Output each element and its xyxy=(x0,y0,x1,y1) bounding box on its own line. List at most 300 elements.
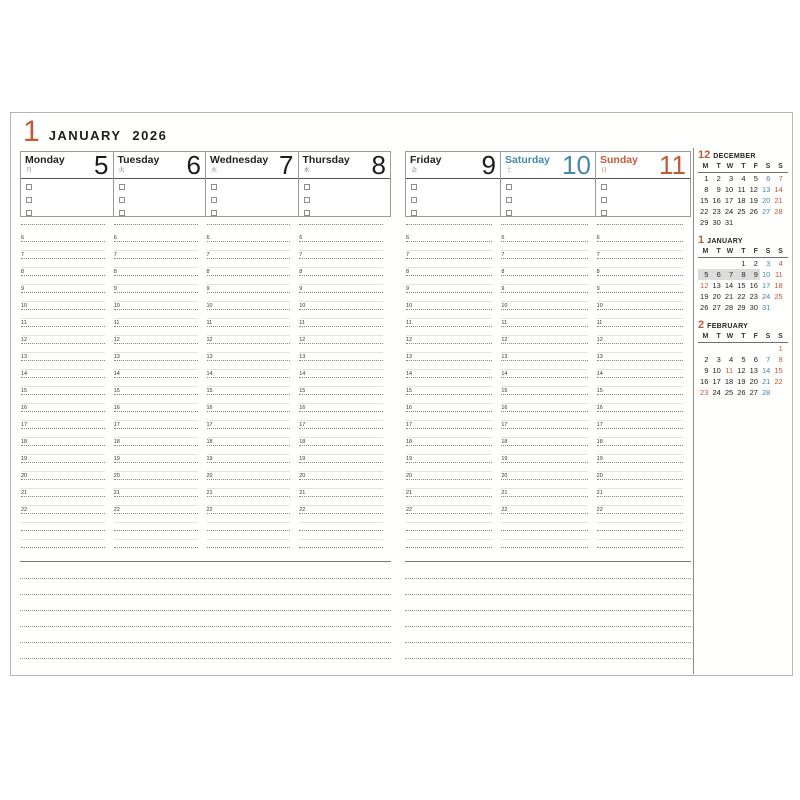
half-hour-line xyxy=(21,454,105,455)
hour-line xyxy=(207,479,291,480)
date-cell: 20 xyxy=(749,377,758,386)
date-cell: 3 xyxy=(729,174,734,183)
evening-row-line xyxy=(299,547,383,548)
half-hour-line xyxy=(501,454,587,455)
date-cell: 22 xyxy=(700,207,709,216)
hour-line xyxy=(21,445,105,446)
half-hour-line xyxy=(299,301,383,302)
hour-line xyxy=(207,496,291,497)
half-hour-line xyxy=(21,369,105,370)
hour-label: 7 xyxy=(113,252,117,258)
hour-label: 11 xyxy=(299,320,305,326)
date-cell: 14 xyxy=(724,281,734,290)
task-checkbox xyxy=(211,184,217,190)
hour-line xyxy=(597,479,683,480)
hour-label: 15 xyxy=(299,388,306,394)
hour-line xyxy=(114,326,198,327)
hour-label: 21 xyxy=(501,490,508,496)
date-cell: 28 xyxy=(774,207,783,216)
hour-label: 12 xyxy=(113,337,120,343)
half-hour-line xyxy=(597,505,683,506)
hour-line xyxy=(299,292,383,293)
hour-label: 12 xyxy=(206,337,213,343)
hour-label: 22 xyxy=(299,507,306,513)
date-cell: 15 xyxy=(737,281,746,290)
untimed-row-line xyxy=(597,224,683,225)
half-hour-line xyxy=(114,522,198,523)
date-cell: 25 xyxy=(737,207,746,216)
hour-line xyxy=(299,445,383,446)
hour-line xyxy=(501,411,587,412)
evening-row-line xyxy=(406,530,492,531)
untimed-row-line xyxy=(501,224,587,225)
hour-line xyxy=(299,377,383,378)
hour-label: 22 xyxy=(206,507,213,513)
hour-label: 14 xyxy=(21,371,28,377)
day-name: Thursday xyxy=(302,154,350,166)
notes-line xyxy=(20,642,391,643)
hour-line xyxy=(406,377,492,378)
mini-calendar-month-name: FEBRUARY xyxy=(707,323,749,330)
hour-line xyxy=(501,394,587,395)
date-cell: 11 xyxy=(774,270,783,279)
hour-line xyxy=(207,343,291,344)
date-cell: 20 xyxy=(762,196,771,205)
date-cell: 28 xyxy=(762,388,771,397)
week-header-right-page xyxy=(405,151,691,217)
hour-line xyxy=(21,292,105,293)
notes-separator-line xyxy=(405,561,691,562)
weekday-letter: S xyxy=(765,333,771,340)
date-cell: 7 xyxy=(723,269,735,280)
date-cell: 21 xyxy=(762,377,771,386)
date-cell: 11 xyxy=(725,366,734,375)
weekday-letter: W xyxy=(726,163,734,170)
weekday-letter: F xyxy=(753,163,758,170)
empty-date-cell xyxy=(735,217,747,228)
empty-date-cell xyxy=(748,217,760,228)
task-checkbox xyxy=(119,184,125,190)
half-hour-line xyxy=(21,301,105,302)
hour-line xyxy=(299,428,383,429)
date-cell: 27 xyxy=(762,207,771,216)
task-checkbox xyxy=(119,197,125,203)
task-checkbox xyxy=(411,184,417,190)
hour-label: 14 xyxy=(501,371,508,377)
half-hour-line xyxy=(501,301,587,302)
half-hour-line xyxy=(299,403,383,404)
half-hour-line xyxy=(501,250,587,251)
half-hour-line xyxy=(21,437,105,438)
evening-row-line xyxy=(501,547,587,548)
hour-line xyxy=(207,513,291,514)
hour-label: 22 xyxy=(21,507,28,513)
hour-label: 10 xyxy=(299,303,306,309)
hour-label: 11 xyxy=(113,320,120,326)
date-cell: 7 xyxy=(766,355,771,364)
hour-line xyxy=(299,394,383,395)
half-hour-line xyxy=(501,386,587,387)
task-checkbox-area xyxy=(406,179,500,217)
date-cell: 15 xyxy=(774,366,783,375)
notes-separator-line xyxy=(20,561,391,562)
hour-line xyxy=(114,513,198,514)
hour-line xyxy=(406,309,492,310)
date-cell: 6 xyxy=(753,355,758,364)
half-hour-line xyxy=(597,437,683,438)
evening-row-line xyxy=(114,547,198,548)
hour-line xyxy=(597,411,683,412)
weekday-letter: M xyxy=(702,248,709,255)
task-checkbox xyxy=(304,184,310,190)
half-hour-line xyxy=(299,250,383,251)
half-hour-line xyxy=(406,539,492,540)
hour-label: 21 xyxy=(596,490,603,496)
date-cell: 20 xyxy=(712,292,721,301)
date-cell: 12 xyxy=(749,185,758,194)
hour-line xyxy=(597,275,683,276)
notes-line xyxy=(405,610,691,611)
half-hour-line xyxy=(597,250,683,251)
day-header xyxy=(299,152,391,179)
task-checkbox-area xyxy=(501,179,595,217)
hour-line xyxy=(114,462,198,463)
date-cell: 4 xyxy=(729,355,734,364)
date-cell: 21 xyxy=(724,292,734,301)
evening-row-line xyxy=(207,530,291,531)
weekday-letter: M xyxy=(702,163,709,170)
half-hour-line xyxy=(207,454,291,455)
half-hour-line xyxy=(114,369,198,370)
day-header xyxy=(206,152,298,179)
hour-line xyxy=(501,275,587,276)
half-hour-line xyxy=(406,250,492,251)
date-cell: 4 xyxy=(778,259,783,268)
hour-line xyxy=(114,479,198,480)
day-header xyxy=(501,152,595,179)
task-checkbox-area xyxy=(596,179,690,217)
hour-label: 10 xyxy=(206,303,213,309)
date-cell: 6 xyxy=(710,269,722,280)
empty-date-cell xyxy=(760,343,772,354)
date-cell: 8 xyxy=(778,355,783,364)
half-hour-line xyxy=(207,471,291,472)
half-hour-line xyxy=(207,488,291,489)
task-checkbox xyxy=(211,197,217,203)
weekday-letter: T xyxy=(716,163,721,170)
date-cell: 6 xyxy=(766,174,771,183)
date-cell: 30 xyxy=(712,218,721,227)
hour-line xyxy=(21,496,105,497)
task-checkbox xyxy=(506,210,512,216)
hour-line xyxy=(406,275,492,276)
hour-line xyxy=(501,479,587,480)
hour-label: 18 xyxy=(406,439,413,445)
half-hour-line xyxy=(207,369,291,370)
hour-line xyxy=(597,462,683,463)
hour-label: 13 xyxy=(596,354,603,360)
day-column-thursday xyxy=(299,152,391,216)
hour-label: 11 xyxy=(406,320,412,326)
hour-label: 17 xyxy=(21,422,28,428)
hour-line xyxy=(299,309,383,310)
hour-label: 13 xyxy=(113,354,120,360)
date-cell: 23 xyxy=(712,207,721,216)
day-kanji-label: 日 xyxy=(601,168,608,174)
hour-label: 9 xyxy=(501,286,505,292)
half-hour-line xyxy=(406,454,492,455)
half-hour-line xyxy=(597,301,683,302)
hour-label: 10 xyxy=(21,303,28,309)
hour-label: 18 xyxy=(206,439,213,445)
half-hour-line xyxy=(114,386,198,387)
weekday-letter: T xyxy=(716,248,721,255)
half-hour-line xyxy=(114,284,198,285)
hour-label: 10 xyxy=(113,303,120,309)
hour-line xyxy=(299,343,383,344)
date-cell: 10 xyxy=(762,270,771,279)
half-hour-line xyxy=(597,335,683,336)
half-hour-line xyxy=(207,284,291,285)
notes-line xyxy=(405,594,691,595)
half-hour-line xyxy=(406,471,492,472)
date-cell: 7 xyxy=(778,174,783,183)
day-kanji-label: 金 xyxy=(411,168,418,174)
task-checkbox xyxy=(506,184,512,190)
half-hour-line xyxy=(207,403,291,404)
hour-label: 14 xyxy=(113,371,120,377)
empty-date-cell xyxy=(698,258,710,269)
hour-line xyxy=(21,326,105,327)
task-checkbox xyxy=(601,197,607,203)
hour-label: 14 xyxy=(299,371,306,377)
half-hour-line xyxy=(299,284,383,285)
half-hour-line xyxy=(114,301,198,302)
task-checkbox xyxy=(506,197,512,203)
half-hour-line xyxy=(21,539,105,540)
hour-label: 20 xyxy=(206,473,213,479)
half-hour-line xyxy=(207,539,291,540)
hour-line xyxy=(299,258,383,259)
day-column-saturday xyxy=(501,152,596,216)
half-hour-line xyxy=(406,267,492,268)
hour-line xyxy=(406,258,492,259)
task-checkbox xyxy=(304,210,310,216)
date-cell: 15 xyxy=(700,196,709,205)
hour-line xyxy=(21,479,105,480)
hour-label: 7 xyxy=(596,252,600,258)
hour-line xyxy=(597,241,683,242)
hour-line xyxy=(406,513,492,514)
hour-label: 8 xyxy=(206,269,210,275)
hour-line xyxy=(501,445,587,446)
half-hour-line xyxy=(597,318,683,319)
empty-date-cell xyxy=(772,302,784,313)
day-name: Saturday xyxy=(505,154,550,166)
evening-row-line xyxy=(299,530,383,531)
weekday-letter: T xyxy=(741,248,746,255)
hour-label: 13 xyxy=(21,354,28,360)
empty-date-cell xyxy=(710,343,722,354)
hour-line xyxy=(299,513,383,514)
hour-line xyxy=(597,360,683,361)
date-cell: 31 xyxy=(762,303,771,312)
day-kanji-label: 水 xyxy=(211,168,218,174)
hour-label: 20 xyxy=(113,473,120,479)
mini-calendar-month-name: JANUARY xyxy=(707,238,743,245)
task-checkbox xyxy=(601,184,607,190)
date-cell: 31 xyxy=(724,218,734,227)
evening-row-line xyxy=(207,547,291,548)
evening-row-line xyxy=(114,530,198,531)
date-cell: 24 xyxy=(712,388,721,397)
half-hour-line xyxy=(207,250,291,251)
half-hour-line xyxy=(114,471,198,472)
hour-line xyxy=(114,275,198,276)
day-date-number: 9 xyxy=(481,150,496,180)
hour-label: 8 xyxy=(113,269,117,275)
task-checkbox xyxy=(119,210,125,216)
hour-label: 10 xyxy=(406,303,413,309)
hour-label: 16 xyxy=(299,405,306,411)
hour-line xyxy=(406,428,492,429)
hour-line xyxy=(114,241,198,242)
half-hour-line xyxy=(299,420,383,421)
date-cell: 2 xyxy=(704,355,709,364)
hour-label: 16 xyxy=(21,405,28,411)
half-hour-line xyxy=(501,284,587,285)
half-hour-line xyxy=(207,386,291,387)
mini-calendar-week-row xyxy=(698,376,788,387)
mini-calendar-title xyxy=(698,234,788,247)
task-checkbox xyxy=(601,210,607,216)
half-hour-line xyxy=(207,505,291,506)
half-hour-line xyxy=(501,539,587,540)
hour-label: 17 xyxy=(406,422,413,428)
date-cell: 4 xyxy=(741,174,746,183)
half-hour-line xyxy=(207,522,291,523)
mini-calendar-january xyxy=(698,234,788,313)
hour-label: 20 xyxy=(299,473,306,479)
weekday-letter: S xyxy=(778,333,783,340)
hour-label: 21 xyxy=(21,490,28,496)
weekday-letter: M xyxy=(702,333,709,340)
empty-date-cell xyxy=(710,258,722,269)
hour-label: 18 xyxy=(21,439,28,445)
day-header xyxy=(21,152,113,179)
hour-line xyxy=(21,275,105,276)
hour-line xyxy=(114,343,198,344)
hour-line xyxy=(406,462,492,463)
half-hour-line xyxy=(21,522,105,523)
hour-label: 16 xyxy=(113,405,120,411)
hour-label: 20 xyxy=(596,473,603,479)
hour-label: 8 xyxy=(501,269,505,275)
date-cell: 12 xyxy=(737,366,746,375)
task-checkbox-area xyxy=(114,179,206,217)
empty-date-cell xyxy=(698,343,710,354)
half-hour-line xyxy=(501,267,587,268)
hour-label: 6 xyxy=(406,235,410,241)
hour-label: 17 xyxy=(596,422,603,428)
half-hour-line xyxy=(299,318,383,319)
hour-label: 13 xyxy=(406,354,413,360)
hour-label: 8 xyxy=(406,269,410,275)
half-hour-line xyxy=(299,488,383,489)
hour-label: 22 xyxy=(501,507,508,513)
date-cell: 8 xyxy=(704,185,709,194)
day-date-number: 11 xyxy=(659,150,686,180)
hour-label: 8 xyxy=(21,269,25,275)
hour-label: 6 xyxy=(596,235,600,241)
half-hour-line xyxy=(207,437,291,438)
hour-label: 9 xyxy=(113,286,117,292)
hour-line xyxy=(501,343,587,344)
mini-calendar-week-row xyxy=(698,217,788,228)
date-cell: 5 xyxy=(741,355,746,364)
weekday-letter: T xyxy=(716,333,721,340)
day-column-tuesday xyxy=(114,152,207,216)
hour-label: 13 xyxy=(206,354,213,360)
mini-calendar-week-row xyxy=(698,269,788,280)
half-hour-line xyxy=(406,386,492,387)
half-hour-line xyxy=(21,505,105,506)
hour-label: 12 xyxy=(406,337,413,343)
half-hour-line xyxy=(114,267,198,268)
half-hour-line xyxy=(114,420,198,421)
task-checkbox xyxy=(411,197,417,203)
task-checkbox xyxy=(304,197,310,203)
half-hour-line xyxy=(597,420,683,421)
hour-line xyxy=(207,275,291,276)
weekday-letter: F xyxy=(753,248,758,255)
month-name-year: JANUARY 2026 xyxy=(48,128,168,143)
weekday-letter: S xyxy=(778,163,783,170)
page-title xyxy=(23,115,168,148)
half-hour-line xyxy=(114,505,198,506)
date-cell: 3 xyxy=(716,355,721,364)
hour-label: 9 xyxy=(21,286,25,292)
hour-line xyxy=(406,241,492,242)
mini-calendar-weekday-header xyxy=(698,332,788,343)
hour-line xyxy=(501,428,587,429)
date-cell: 12 xyxy=(700,281,709,290)
mini-calendar-month-name: DECEMBER xyxy=(713,153,756,160)
mini-calendar-month-number: 12 xyxy=(698,149,711,161)
hour-line xyxy=(597,445,683,446)
mini-calendar-week-row xyxy=(698,387,788,398)
week-header-left-page xyxy=(20,151,391,217)
mini-calendar-week-row xyxy=(698,354,788,365)
day-column-sunday xyxy=(596,152,690,216)
hour-label: 13 xyxy=(299,354,306,360)
task-checkbox-area xyxy=(206,179,298,217)
hour-label: 15 xyxy=(501,388,508,394)
date-cell: 17 xyxy=(712,377,721,386)
hour-line xyxy=(207,360,291,361)
hour-label: 20 xyxy=(406,473,413,479)
weekday-letter: S xyxy=(765,248,771,255)
half-hour-line xyxy=(597,539,683,540)
date-cell: 21 xyxy=(774,196,783,205)
half-hour-line xyxy=(299,267,383,268)
half-hour-line xyxy=(21,250,105,251)
weekday-letter: S xyxy=(765,163,771,170)
day-column-friday xyxy=(406,152,501,216)
hour-line xyxy=(501,462,587,463)
hour-line xyxy=(406,445,492,446)
half-hour-line xyxy=(406,301,492,302)
